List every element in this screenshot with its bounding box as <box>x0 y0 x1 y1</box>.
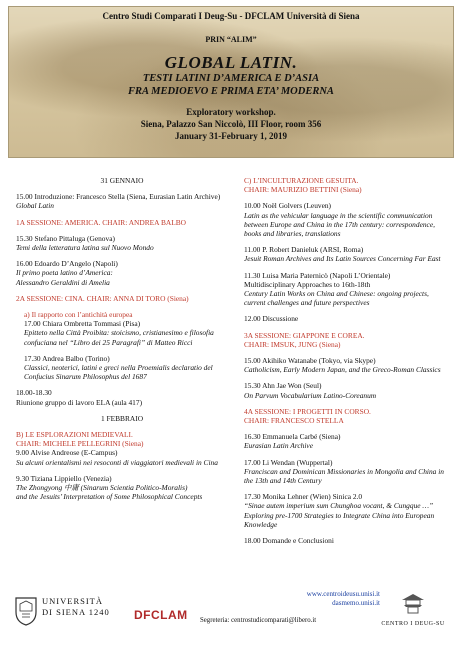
venue-label: Siena, Palazzo San Niccolò, III Floor, room 356 <box>140 119 322 129</box>
university-crest-icon <box>14 596 38 626</box>
session-heading: B) LE ESPLORAZIONI MEDIEVALI. <box>16 430 133 440</box>
workshop-label: Exploratory workshop. <box>186 107 276 117</box>
session-chair: CHAIR: IMSUK, JUNG (Siena) <box>244 339 341 349</box>
program-entry: 10.00 Noël Golvers (Leuven) Latin as the vehicular language in the scientific communication between Europe and China in the 17th century: correspondence, books and libraries, translations <box>244 201 435 239</box>
university-name: UNIVERSITÀ <box>42 596 103 606</box>
session-heading: 1A SESSIONE: AMERICA. CHAIR: ANDREA BALBO <box>16 217 187 227</box>
program-entry: 17.30 Andrea Balbo (Torino) Classici, neoterici, latini e greci nella Proemialis declaratio del Confucius Sinarum Philosophus del 1687 <box>24 353 213 382</box>
session-heading: 4A SESSIONE: I PROGETTI IN CORSO. <box>244 406 371 416</box>
program-entry: 9.30 Tiziana Lippiello (Venezia) The Zhongyong 中庸 (Sinarum Scientia Politico-Moralis) and the Jesuits’ Interpretation of Some Philosophical Concepts <box>16 473 203 502</box>
subsession-heading: a) Il rapporto con l’antichità europea <box>24 310 133 320</box>
organizer-line: Centro Studi Comparati I Deug-Su - DFCLAM Università di Siena <box>102 11 360 21</box>
program-entry: 18.00-18.30 Riunione gruppo di lavoro ELA (aula 417) <box>16 388 143 407</box>
page-title: GLOBAL LATIN. <box>164 53 298 72</box>
session-heading: 2A SESSIONE: CINA. CHAIR: ANNA DI TORO (Siena) <box>16 293 189 303</box>
session-chair: CHAIR: MAURIZIO BETTINI (Siena) <box>244 185 362 195</box>
session-heading: C) L’INCULTURAZIONE GESUITA. <box>244 176 359 185</box>
session-chair: CHAIR: FRANCESCO STELLA <box>244 416 344 426</box>
dfclam-logo: DFCLAM <box>134 608 188 622</box>
program-entry: 15.00 Introduzione: Francesco Stella (Siena, Eurasian Latin Archive) Global Latin <box>16 192 221 211</box>
program-entry: 9.00 Alvise Andreose (E-Campus) Su alcuni orientalismi nei resoconti di viaggiatori medievali in Cina <box>16 448 218 467</box>
program-entry: 17.00 Chiara Ombretta Tommasi (Pisa) Epitteto nella Città Proibita: stoicismo, cristianesimo e filosofia confuciana nel “Libro dei 25 Paragrafi” di Matteo Ricci <box>24 319 214 347</box>
secretary-contact: Segreteria: centrostudicomparati@libero.it <box>200 617 317 624</box>
program-right-column <box>244 176 450 552</box>
program-entry: 16.00 Edoardo D’Angelo (Napoli) Il primo poeta latino d’America: Alessandro Geraldini di Amelia <box>16 259 118 287</box>
session-chair: CHAIR: MICHELE PELLEGRINI (Siena) <box>16 439 144 449</box>
program-entry: 16.30 Emmanuela Carbé (Siena) Eurasian Latin Archive <box>244 432 341 451</box>
university-location: DI SIENA 1240 <box>42 607 110 617</box>
program-entry: 12.00 Discussione <box>244 314 299 324</box>
day-heading: 1 FEBBRAIO <box>100 413 144 423</box>
center-logo <box>372 592 454 630</box>
program-left-column <box>16 176 228 508</box>
program-entry: 15.30 Stefano Pittaluga (Genova) Temi della letteratura latina sul Nuovo Mondo <box>16 233 154 253</box>
dates-label: January 31-February 1, 2019 <box>175 131 287 141</box>
program-entry: 15.00 Akihiko Watanabe (Tokyo, via Skype) Catholicism, Early Modern Japan, and the Greco-Roman Classics <box>244 356 441 375</box>
university-logo <box>14 594 118 630</box>
program-entry: 11.00 P. Robert Danieluk (ARSI, Roma) Jesuit Roman Archives and Its Latin Sources Concerning Far East <box>244 245 441 264</box>
program-entry: 15.30 Ahn Jae Won (Seul) On Parvum Vocabularium Latino-Coreanum <box>244 381 377 400</box>
header-banner <box>8 6 454 158</box>
subtitle-line-2: FRA MEDIOEVO E PRIMA ETA’ MODERNA <box>128 86 334 97</box>
center-logo-label: CENTRO I DEUG-SU <box>381 621 445 627</box>
footer <box>0 590 460 651</box>
session-heading: 3A SESSIONE: GIAPPONE E COREA. <box>244 330 365 340</box>
day-heading: 31 GENNAIO <box>100 176 144 185</box>
prin-label: PRIN “ALIM” <box>205 35 257 44</box>
program-entry: 18.00 Domande e Conclusioni <box>244 536 334 546</box>
website-link-2[interactable]: dasmemo.unisi.it <box>332 599 380 607</box>
program-entry: 11.30 Luisa Maria Paternicò (Napoli L’Orientale) Multidisciplinary Approaches to 16th-18th Century Latin Works on China and Chinese: ongoing projects, current challenges and future perspectives <box>244 270 429 308</box>
program-entry: 17.00 Li Wendan (Wuppertal) Franciscan and Dominican Missionaries in Mongolia and China in the 13th and 14th Century <box>244 457 444 486</box>
pagoda-icon <box>398 592 428 614</box>
subtitle-line-1: TESTI LATINI D’AMERICA E D’ASIA <box>142 73 320 84</box>
program-entry: 17.30 Monika Lehner (Wien) Sinica 2.0 “Sinae autem imperium sum Chunghoa vocant, & Cungque …” Exploring pre-1700 Strategies to Integrate China into European Knowledge <box>244 492 435 529</box>
website-link-1[interactable]: www.centroideusu.unisi.it <box>306 590 380 598</box>
